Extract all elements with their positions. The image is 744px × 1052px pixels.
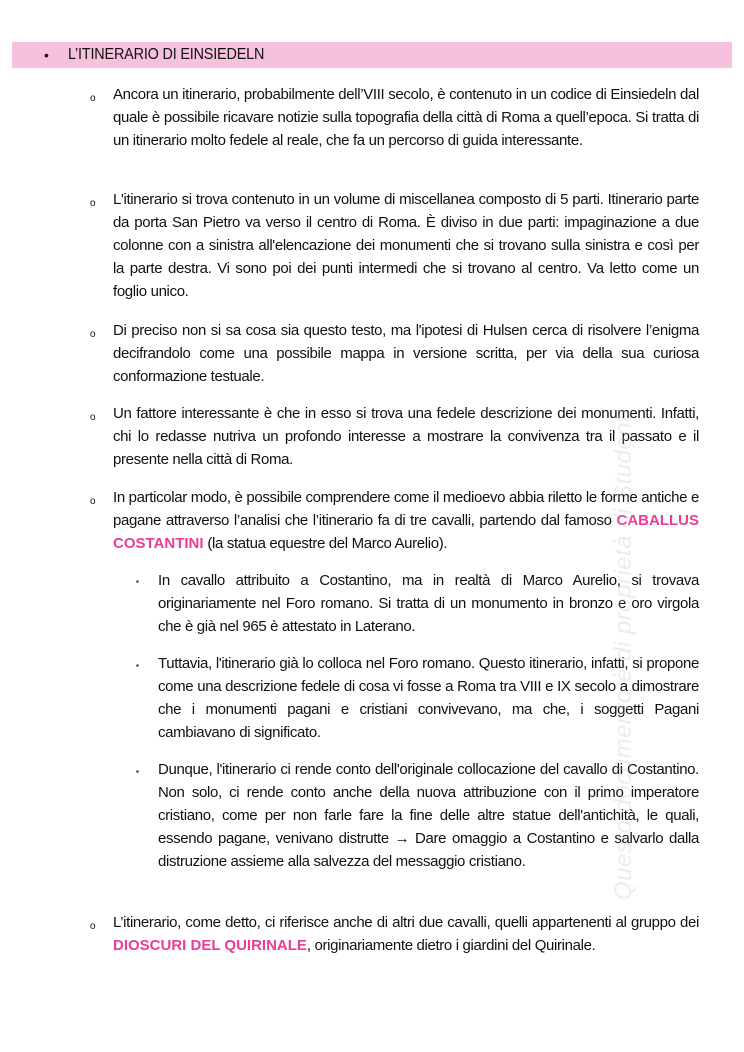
section-title: L’ITINERARIO DI EINSIEDELN [68, 46, 265, 63]
paragraph-4: Un fattore interessante è che in esso si trova una fedele descrizione dei monumenti. Infatti, chi lo redasse nutriva un profondo interesse a mostrare la convivenza tra il passato e il presente nella città di Roma. [113, 405, 699, 468]
paragraph-5-text: In particolar modo, è possibile comprendere come il medioevo abbia riletto le forme antiche e pagane attraverso l’analisi che l’itinerario fa di tre cavalli, partendo dal famoso [113, 489, 699, 529]
square-bullet: ▪ [136, 767, 139, 776]
square-bullet: ▪ [136, 661, 139, 670]
paragraph-6-text-end: , originariamente dietro i giardini del Quirinale. [306, 937, 596, 954]
circle-bullet: o [90, 93, 96, 104]
circle-bullet: o [90, 198, 96, 209]
sub-item-1: In cavallo attribuito a Costantino, ma in realtà di Marco Aurelio, si trovava originariamente nel Foro romano. Si tratta di un monumento in bronzo e oro virgola che è già nel 965 è attestato in Laterano. [158, 572, 699, 635]
paragraph-6-text: L’itinerario, come detto, ci riferisce anche di altri due cavalli, quelli appartenenti al gruppo dei [113, 914, 699, 931]
square-bullet: ▪ [136, 577, 139, 586]
circle-bullet: o [90, 496, 96, 507]
circle-bullet: o [90, 329, 96, 340]
header-bullet: • [44, 47, 49, 63]
circle-bullet: o [90, 412, 96, 423]
paragraph-3: Di preciso non si sa cosa sia questo testo, ma l'ipotesi di Hulsen cerca di risolvere l’enigma decifrandolo come una possibile mappa in versione scritta, per via della sua curiosa conformazione testuale. [113, 322, 699, 385]
watermark: Questo documento è di proprietà di Studenti [610, 408, 637, 900]
sub-item-2: Tuttavia, l'itinerario già lo colloca nel Foro romano. Questo itinerario, infatti, si propone come una descrizione fedele di cosa vi fosse a Roma tra VIII e IX secolo a dimostrare che i monumenti pagani e cristiani convivevano, ma che, i soggetti Pagani cambiavano di significato. [158, 655, 699, 741]
highlight-caballus-costantini: CABALLUS COSTANTINI [113, 512, 699, 552]
paragraph-2: L'itinerario si trova contenuto in un volume di miscellanea composto di 5 parti. Itinerario parte da porta San Pietro va verso il centro di Roma. È diviso in due parti: impaginazione a due colonne con a sinistra all'elencazione dei monumenti che si trovano sulla sinistra e così per la parte destra. Vi sono poi dei punti intermedi che si trovano al centro. Va letto come un foglio unico. [113, 191, 699, 300]
paragraph-1: Ancora un itinerario, probabilmente dell’VIII secolo, è contenuto in un codice di Einsiedeln dal quale è possibile ricavare notizie sulla topografia della città di Roma a quell’epoca. Si tratta di un itinerario molto fedele al reale, che fa un percorso di guida interessante. [113, 86, 699, 149]
circle-bullet: o [90, 921, 96, 932]
paragraph-6 [113, 911, 699, 957]
sub-item-3: Dunque, l'itinerario ci rende conto dell'originale collocazione del cavallo di Costantino. Non solo, ci rende conto anche della nuova attribuzione con il primo imperatore cristiano, come per non farle fare la fine delle altre statue dell'antichità, le quali, essendo pagane, venivano distrutte → Dare omaggio a Costantino e salvarlo dalla distruzione assieme alla salvezza del messaggio cristiano. [158, 761, 699, 870]
paragraph-5-text-end: (la statua equestre del Marco Aurelio). [203, 535, 448, 552]
highlight-dioscuri-del-quirinale: DIOSCURI DEL QUIRINALE [113, 937, 307, 954]
